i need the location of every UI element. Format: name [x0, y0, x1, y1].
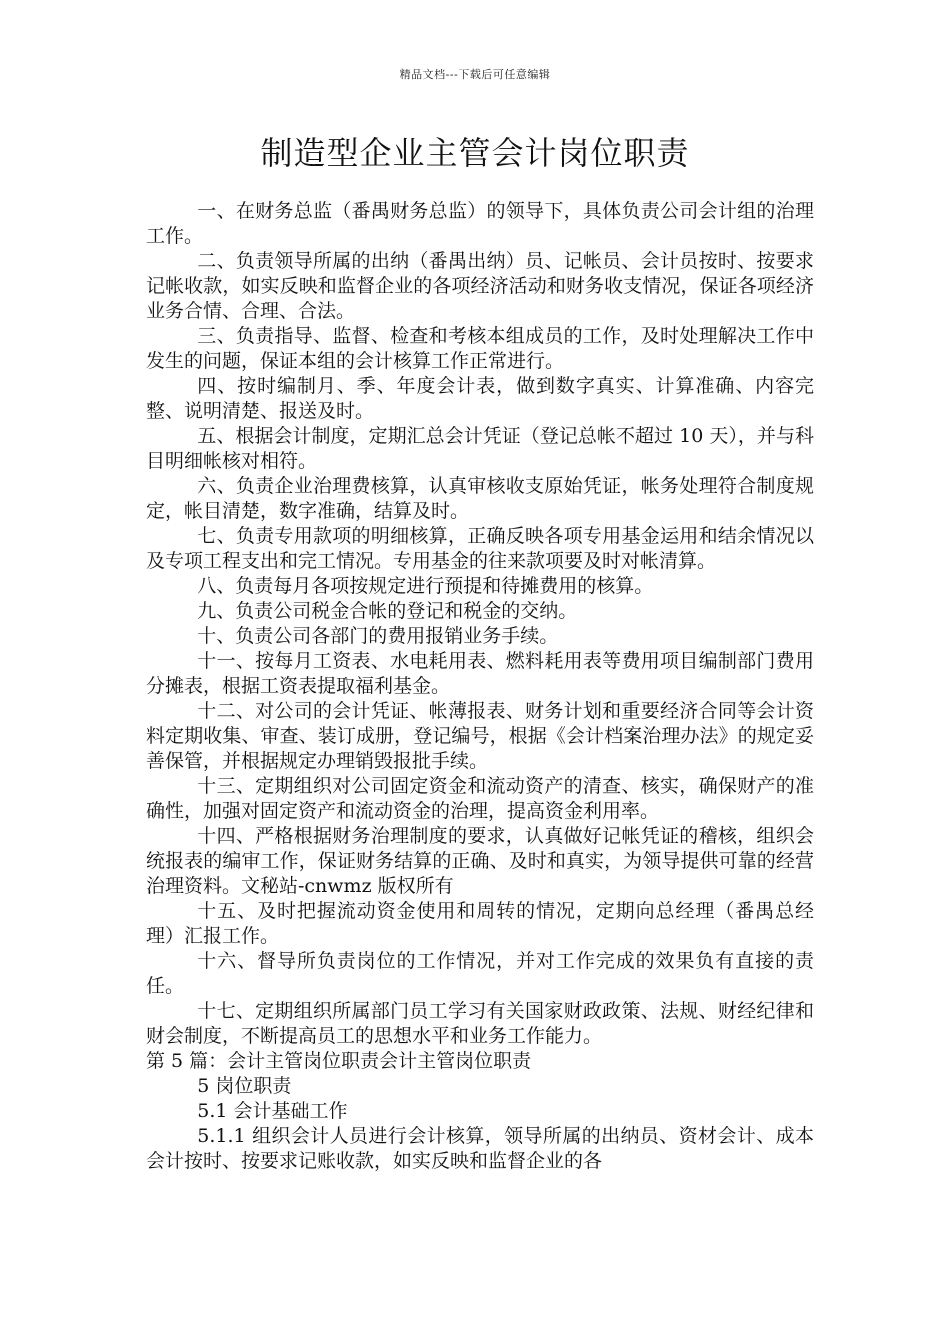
paragraph-13: 十三、定期组织对公司固定资金和流动资产的清查、核实，确保财产的准确性，加强对固定资产和流动资金的治理，提高资金利用率。: [146, 775, 814, 822]
paragraph-5: 五、根据会计制度，定期汇总会计凭证（登记总帐不超过 10 天），并与科目明细帐核对相符。: [146, 425, 814, 472]
section-heading: 第 5 篇：会计主管岗位职责会计主管岗位职责: [146, 1050, 532, 1072]
paragraph-9: 九、负责公司税金合帐的登记和税金的交纳。: [197, 600, 578, 622]
page-header: 精品文档---下载后可任意编辑: [399, 68, 551, 81]
paragraph-14: 十四、严格根据财务治理制度的要求，认真做好记帐凭证的稽核，组织会统报表的编审工作，保证财务结算的正确、及时和真实，为领导提供可靠的经营治理资料。文秘站-cnwmz 版权所有: [146, 825, 814, 897]
paragraph-17: 十七、定期组织所属部门员工学习有关国家财政政策、法规、财经纪律和财会制度，不断提高员工的思想水平和业务工作能力。: [146, 1000, 814, 1047]
paragraph-16: 十六、督导所负责岗位的工作情况，并对工作完成的效果负有直接的责任。: [146, 950, 814, 997]
paragraph-8: 八、负责每月各项按规定进行预提和待摊费用的核算。: [197, 575, 654, 597]
sub-paragraph-5-1-1: 5.1.1 组织会计人员进行会计核算，领导所属的出纳员、资材会计、成本会计按时、按要求记账收款，如实反映和监督企业的各: [146, 1125, 814, 1172]
paragraph-2: 二、负责领导所属的出纳（番禺出纳）员、记帐员、会计员按时、按要求记帐收款，如实反映和监督企业的各项经济活动和财务收支情况，保证各项经济业务合情、合理、合法。: [146, 250, 814, 322]
paragraph-7: 七、负责专用款项的明细核算，正确反映各项专用基金运用和结余情况以及专项工程支出和完工情况。专用基金的往来款项要及时对帐清算。: [146, 525, 814, 572]
paragraph-3: 三、负责指导、监督、检查和考核本组成员的工作，及时处理解决工作中发生的问题，保证本组的会计核算工作正常进行。: [146, 325, 814, 372]
paragraph-12: 十二、对公司的会计凭证、帐薄报表、财务计划和重要经济合同等会计资料定期收集、审查、装订成册，登记编号，根据《会计档案治理办法》的规定妥善保管，并根据规定办理销毁报批手续。: [146, 700, 814, 772]
sub-heading-accounting-basics: 5.1 会计基础工作: [197, 1100, 348, 1122]
document-title: 制造型企业主管会计岗位职责: [260, 134, 690, 172]
paragraph-4: 四、按时编制月、季、年度会计表，做到数字真实、计算准确、内容完整、说明清楚、报送及时。: [146, 375, 814, 422]
paragraph-1: 一、在财务总监（番禺财务总监）的领导下，具体负责公司会计组的治理工作。: [146, 200, 814, 247]
paragraph-10: 十、负责公司各部门的费用报销业务手续。: [197, 625, 559, 647]
paragraph-11: 十一、按每月工资表、水电耗用表、燃料耗用表等费用项目编制部门费用分摊表，根据工资表提取福利基金。: [146, 650, 814, 697]
paragraph-15: 十五、及时把握流动资金使用和周转的情况，定期向总经理（番禺总经理）汇报工作。: [146, 900, 814, 947]
document-body: [146, 199, 814, 1174]
sub-heading-job-duties: 5 岗位职责: [197, 1075, 292, 1097]
paragraph-6: 六、负责企业治理费核算，认真审核收支原始凭证，帐务处理符合制度规定，帐目清楚，数字准确，结算及时。: [146, 475, 814, 522]
